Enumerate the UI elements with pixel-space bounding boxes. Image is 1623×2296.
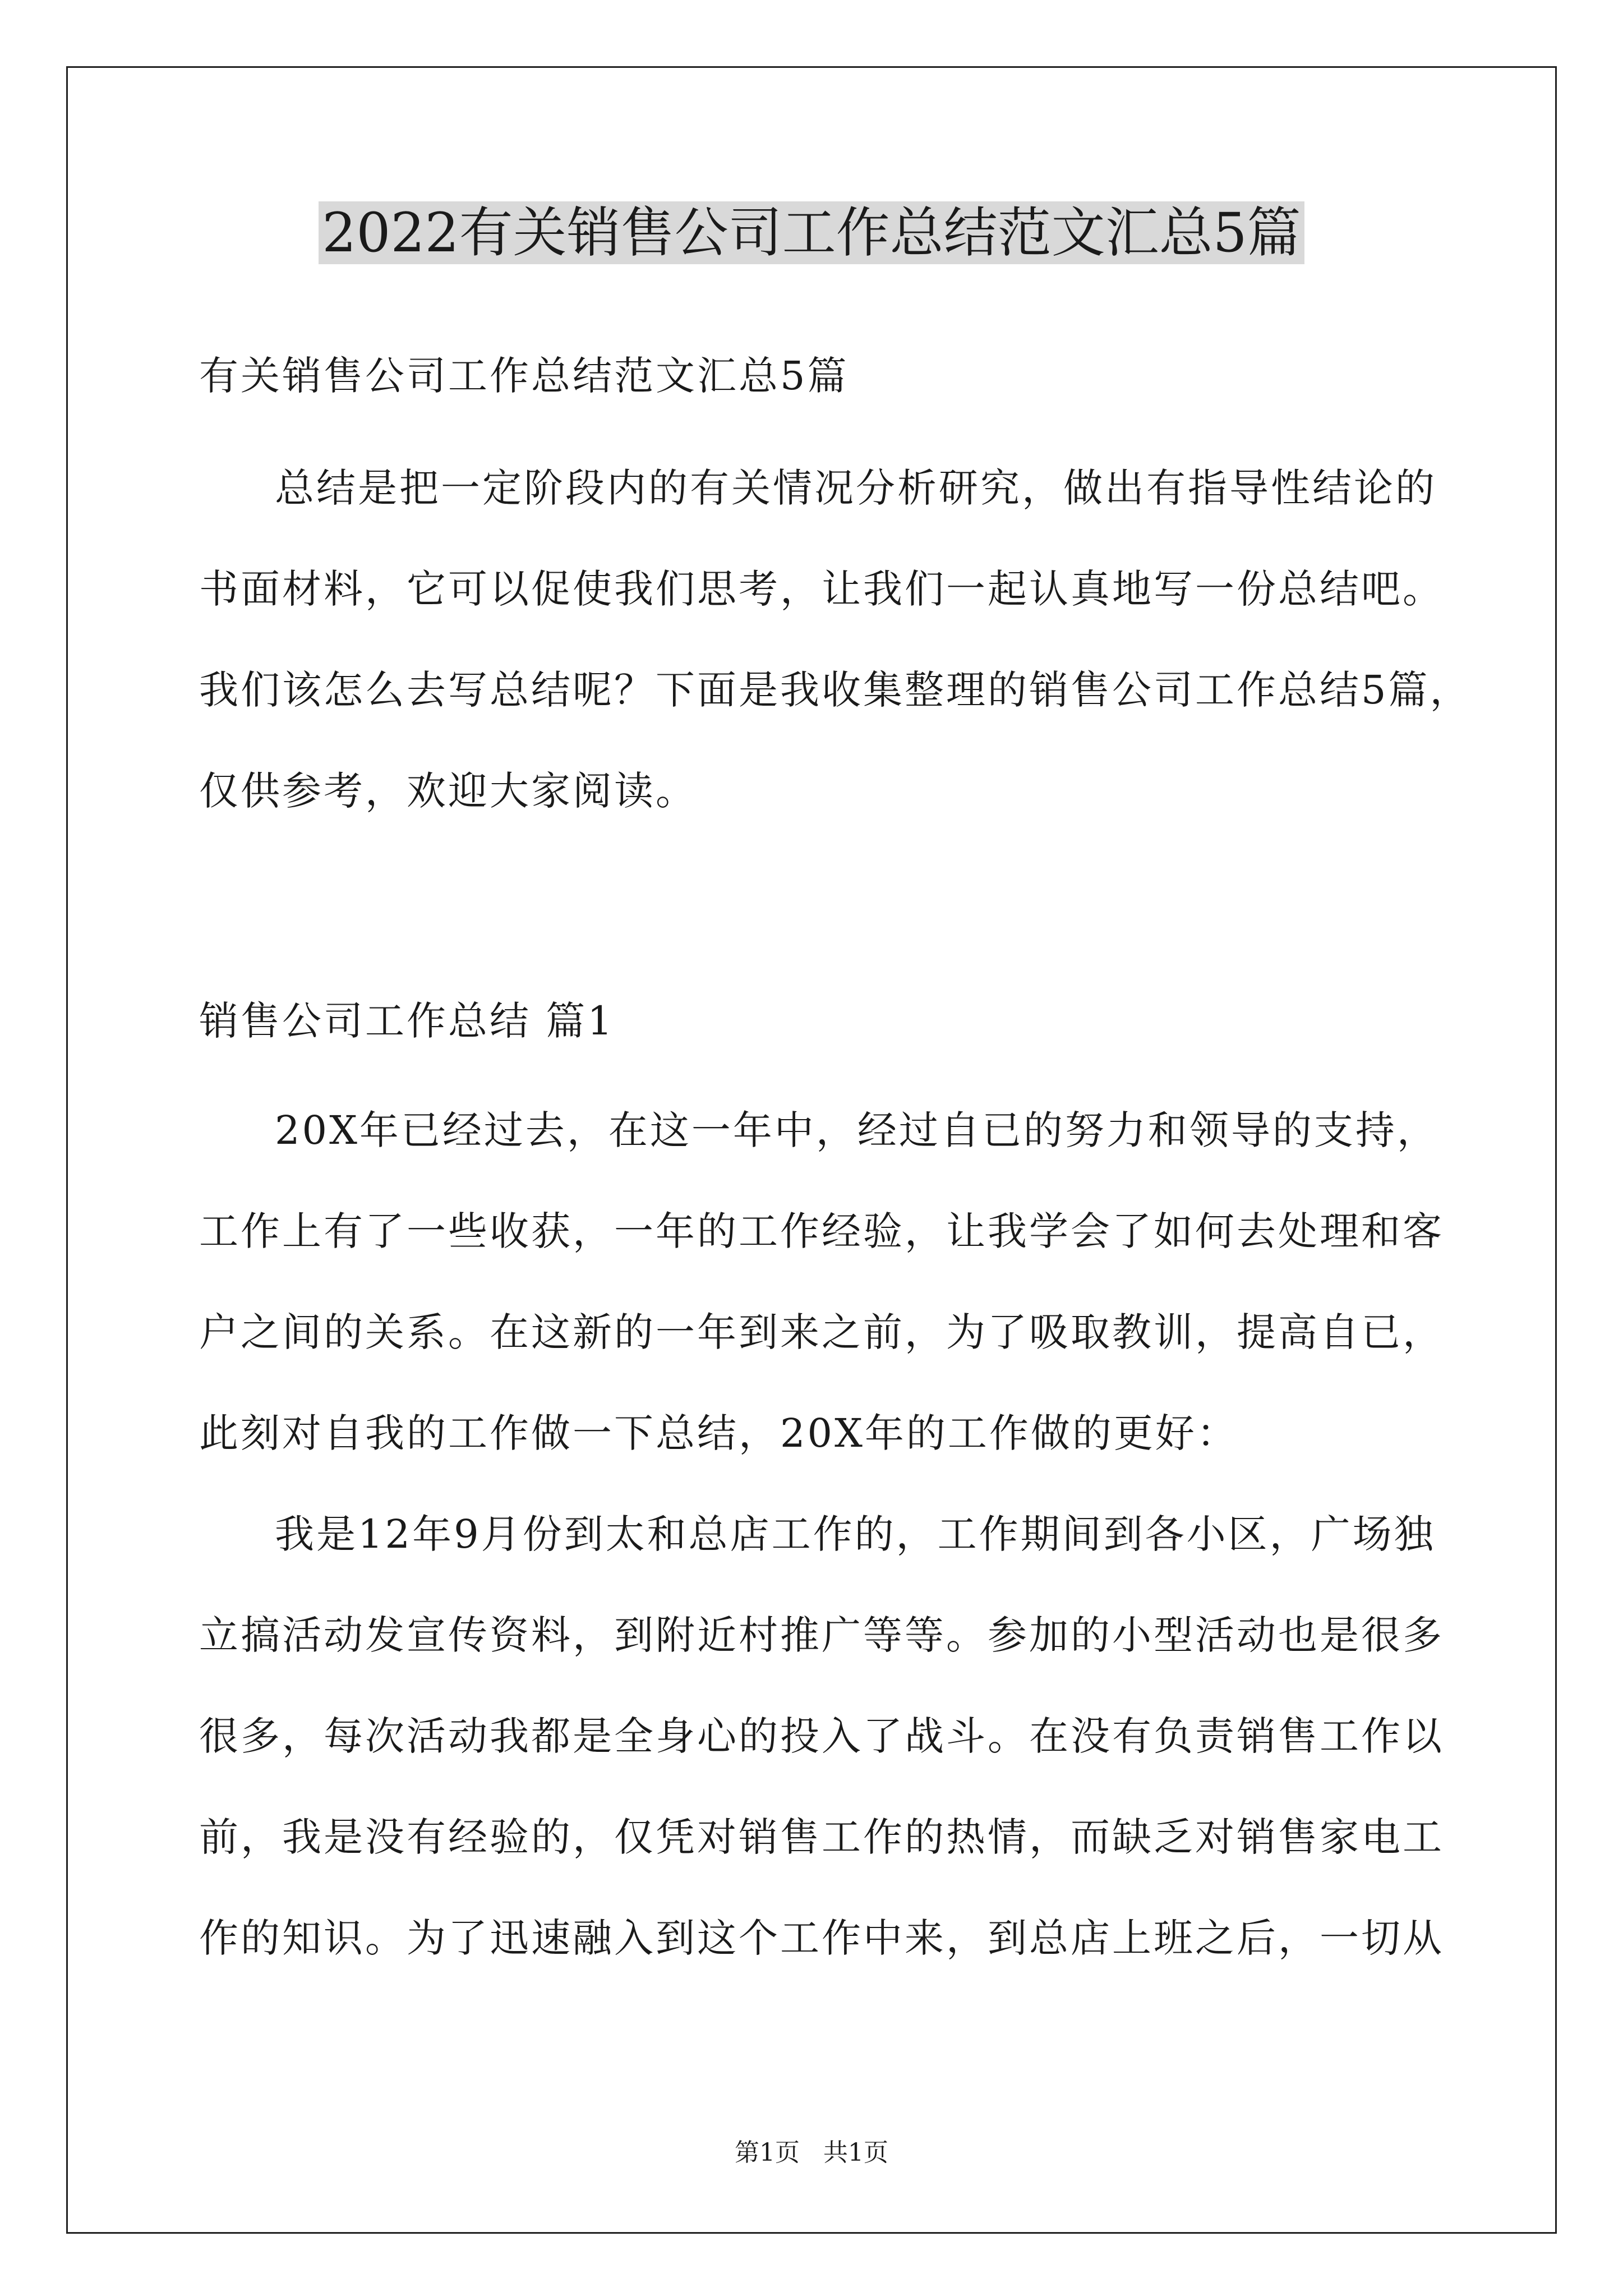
section-heading: 销售公司工作总结 篇1: [199, 998, 615, 1044]
paragraph1-line-3: 户之间的关系。在这新的一年到来之前，为了吸取教训，提高自已，: [199, 1309, 1444, 1355]
intro-line-4: 仅供参考，欢迎大家阅读。: [199, 768, 697, 814]
paragraph2-line-3: 很多，每次活动我都是全身心的投入了战斗。在没有负责销售工作以: [199, 1713, 1444, 1759]
paragraph2-line-1: 我是12年9月份到太和总店工作的，工作期间到各小区，广场独: [275, 1511, 1436, 1557]
paragraph2-line-2: 立搞活动发宣传资料，到附近村推广等等。参加的小型活动也是很多: [199, 1612, 1444, 1658]
intro-line-1: 总结是把一定阶段内的有关情况分析研究，做出有指导性结论的: [275, 465, 1437, 511]
paragraph2-line-5: 作的知识。为了迅速融入到这个工作中来，到总店上班之后，一切从: [199, 1915, 1444, 1961]
document-title: [0, 194, 1623, 272]
paragraph1-line-4: 此刻对自我的工作做一下总结，20X年的工作做的更好：: [199, 1410, 1238, 1456]
page-footer: 第1页 共1页: [735, 2138, 888, 2167]
intro-line-2: 书面材料，它可以促使我们思考，让我们一起认真地写一份总结吧。: [199, 566, 1444, 612]
document-title-text: 2022有关销售公司工作总结范文汇总5篇: [319, 201, 1304, 264]
paragraph1-line-1: 20X年已经过去，在这一年中，经过自已的努力和领导的支持，: [275, 1107, 1438, 1153]
paragraph1-line-2: 工作上有了一些收获，一年的工作经验，让我学会了如何去处理和客: [199, 1208, 1444, 1254]
paragraph2-line-4: 前，我是没有经验的，仅凭对销售工作的热情，而缺乏对销售家电工: [199, 1814, 1444, 1860]
document-subtitle: 有关销售公司工作总结范文汇总5篇: [199, 353, 849, 399]
intro-line-3: 我们该怎么去写总结呢？下面是我收集整理的销售公司工作总结5篇，: [199, 667, 1472, 713]
